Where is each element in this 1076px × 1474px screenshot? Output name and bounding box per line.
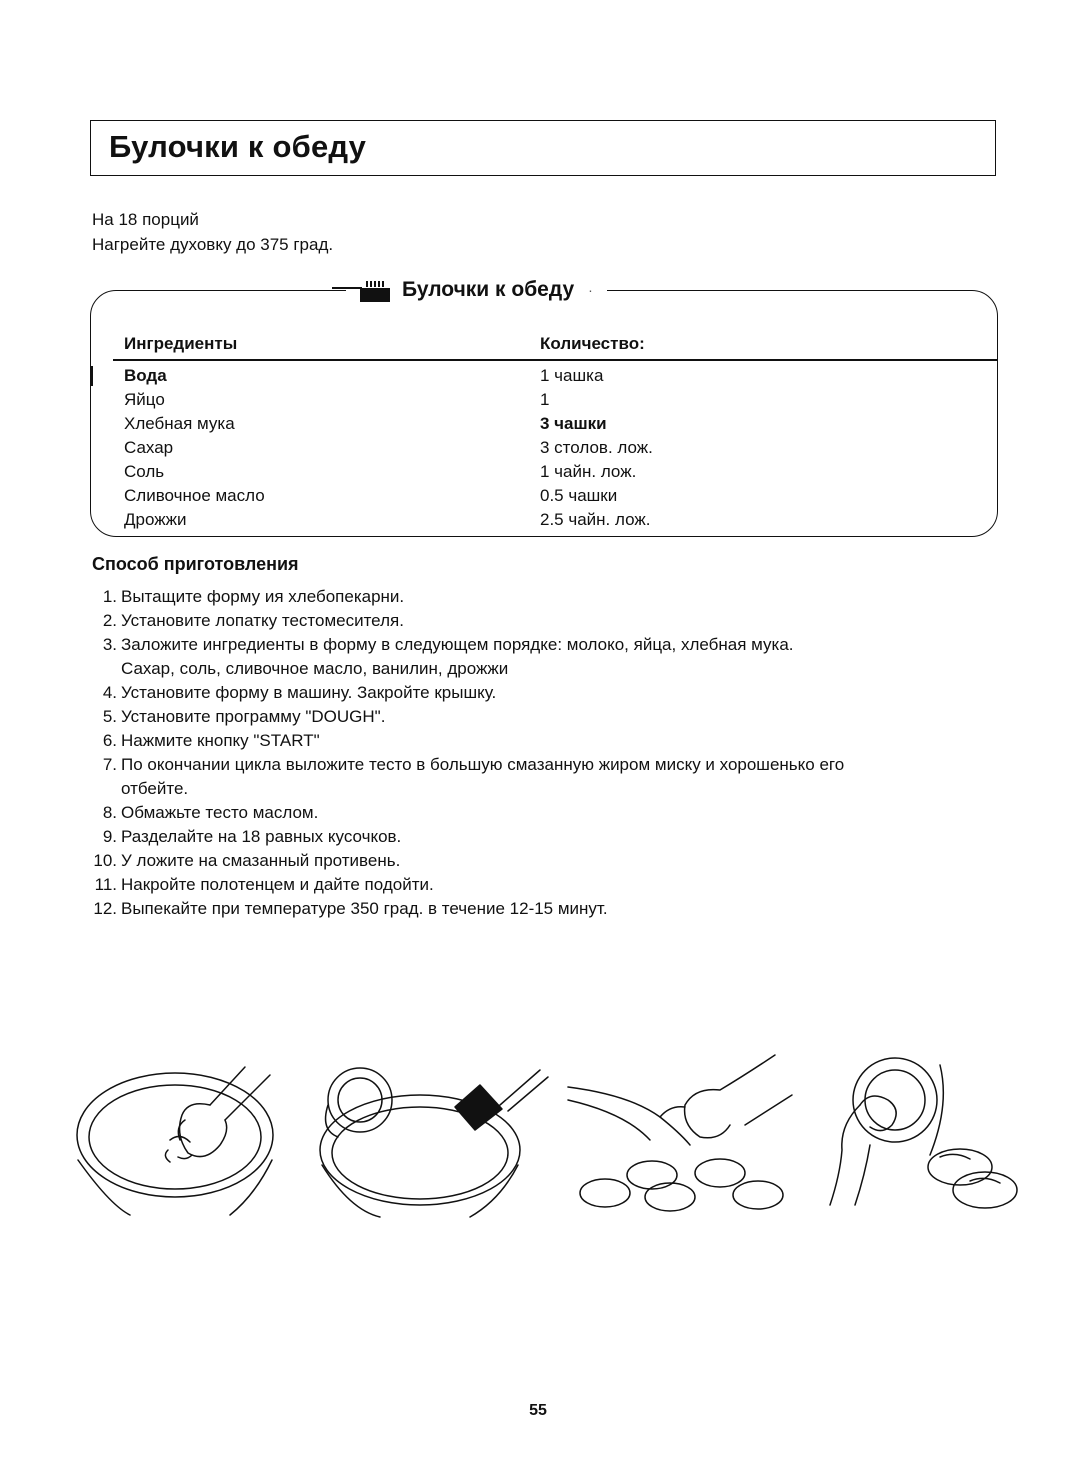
margin-mark (91, 366, 93, 386)
step-item (86, 897, 844, 921)
step-text: Нажмите кнопку "START" (121, 731, 320, 750)
brushing-buns-illustration (830, 1058, 1017, 1208)
step-text: Установите лопатку тестомесителя. (121, 611, 404, 630)
step-item (86, 801, 844, 825)
page-title: Булочки к обеду (109, 129, 367, 164)
step-item (86, 849, 844, 873)
servings-text: На 18 порций (92, 210, 199, 229)
ingredient-qty: 3 чашки (540, 414, 607, 433)
kneading-bowl-illustration (77, 1067, 273, 1215)
step-item (86, 753, 844, 801)
header-ingredients: Ингредиенты (124, 334, 238, 353)
step-text: Установите форму в машину. Закройте крышку. (121, 683, 497, 702)
step-item (86, 705, 844, 729)
preparation-illustrations (70, 1045, 1020, 1230)
step-text: Обмажьте тесто маслом. (121, 803, 319, 822)
step-item (86, 609, 844, 633)
step-text: Вытащите форму ия хлебопекарни. (121, 587, 405, 606)
step-item (86, 825, 844, 849)
ingredient-name: Вода (124, 366, 167, 385)
step-number: 12. (93, 899, 117, 918)
ingredient-name: Дрожжи (124, 510, 187, 529)
ingredient-name: Сахар (124, 438, 174, 457)
step-number: 2. (102, 611, 117, 630)
step-number: 7. (102, 755, 117, 774)
preheat-text: Нагрейте духовку до 375 град. (92, 235, 334, 254)
step-text: Заложите ингредиенты в форму в следующем порядке: молоко, яйца, хлебная мука. Сахар, соль, сливочное масло, ванилин, дрожжи (121, 635, 794, 678)
step-number: 6. (102, 731, 117, 750)
step-item (86, 681, 844, 705)
step-item (86, 729, 844, 753)
ingredient-name: Яйцо (124, 390, 165, 409)
step-text: Установите программу "DOUGH". (121, 707, 386, 726)
step-number: 4. (102, 683, 117, 702)
step-text: Накройте полотенцем и дайте подойти. (121, 875, 434, 894)
step-number: 5. (102, 707, 117, 726)
bread-machine-icon (354, 275, 394, 305)
step-text: У ложите на смазанный противень. (121, 851, 401, 870)
ingredient-names (124, 364, 265, 532)
ingredient-qty: 1 чашка (540, 366, 604, 385)
intro (92, 207, 333, 257)
title-box (90, 120, 996, 176)
decorative-dot: · (588, 282, 593, 298)
ingredient-name: Сливочное масло (124, 486, 265, 505)
header-divider (113, 359, 997, 361)
ingredient-qty: 3 столов. лож. (540, 438, 653, 457)
ingredient-quantities (540, 364, 653, 532)
step-item (86, 873, 844, 897)
butter-brush-illustration (320, 1068, 548, 1217)
ingredient-name: Хлебная мука (124, 414, 235, 433)
header-quantity: Количество: (540, 334, 645, 353)
method-steps (86, 585, 844, 921)
step-item (86, 585, 844, 609)
page-number: 55 (529, 1402, 547, 1419)
shaping-buns-illustration (568, 1055, 792, 1211)
ingredient-qty: 0.5 чашки (540, 486, 618, 505)
ingredients-box-title-text: Булочки к обеду (402, 278, 575, 301)
method-heading: Способ приготовления (92, 554, 299, 574)
step-number: 8. (102, 803, 117, 822)
ingredients-box-title (346, 270, 607, 310)
step-number: 9. (102, 827, 117, 846)
step-number: 10. (93, 851, 117, 870)
ingredient-name: Соль (124, 462, 165, 481)
ingredient-qty: 2.5 чайн. лож. (540, 510, 651, 529)
ingredient-qty: 1 чайн. лож. (540, 462, 637, 481)
step-number: 1. (102, 587, 117, 606)
ingredient-qty: 1 (540, 390, 550, 409)
step-number: 11. (94, 875, 117, 894)
step-text: Разделайте на 18 равных кусочков. (121, 827, 402, 846)
step-number: 3. (102, 635, 117, 654)
step-text: Выпекайте при температуре 350 град. в течение 12-15 минут. (121, 899, 608, 918)
step-item (86, 633, 844, 681)
step-text: По окончании цикла выложите тесто в большую смазанную жиром миску и хорошенько его отбейте. (121, 755, 845, 798)
